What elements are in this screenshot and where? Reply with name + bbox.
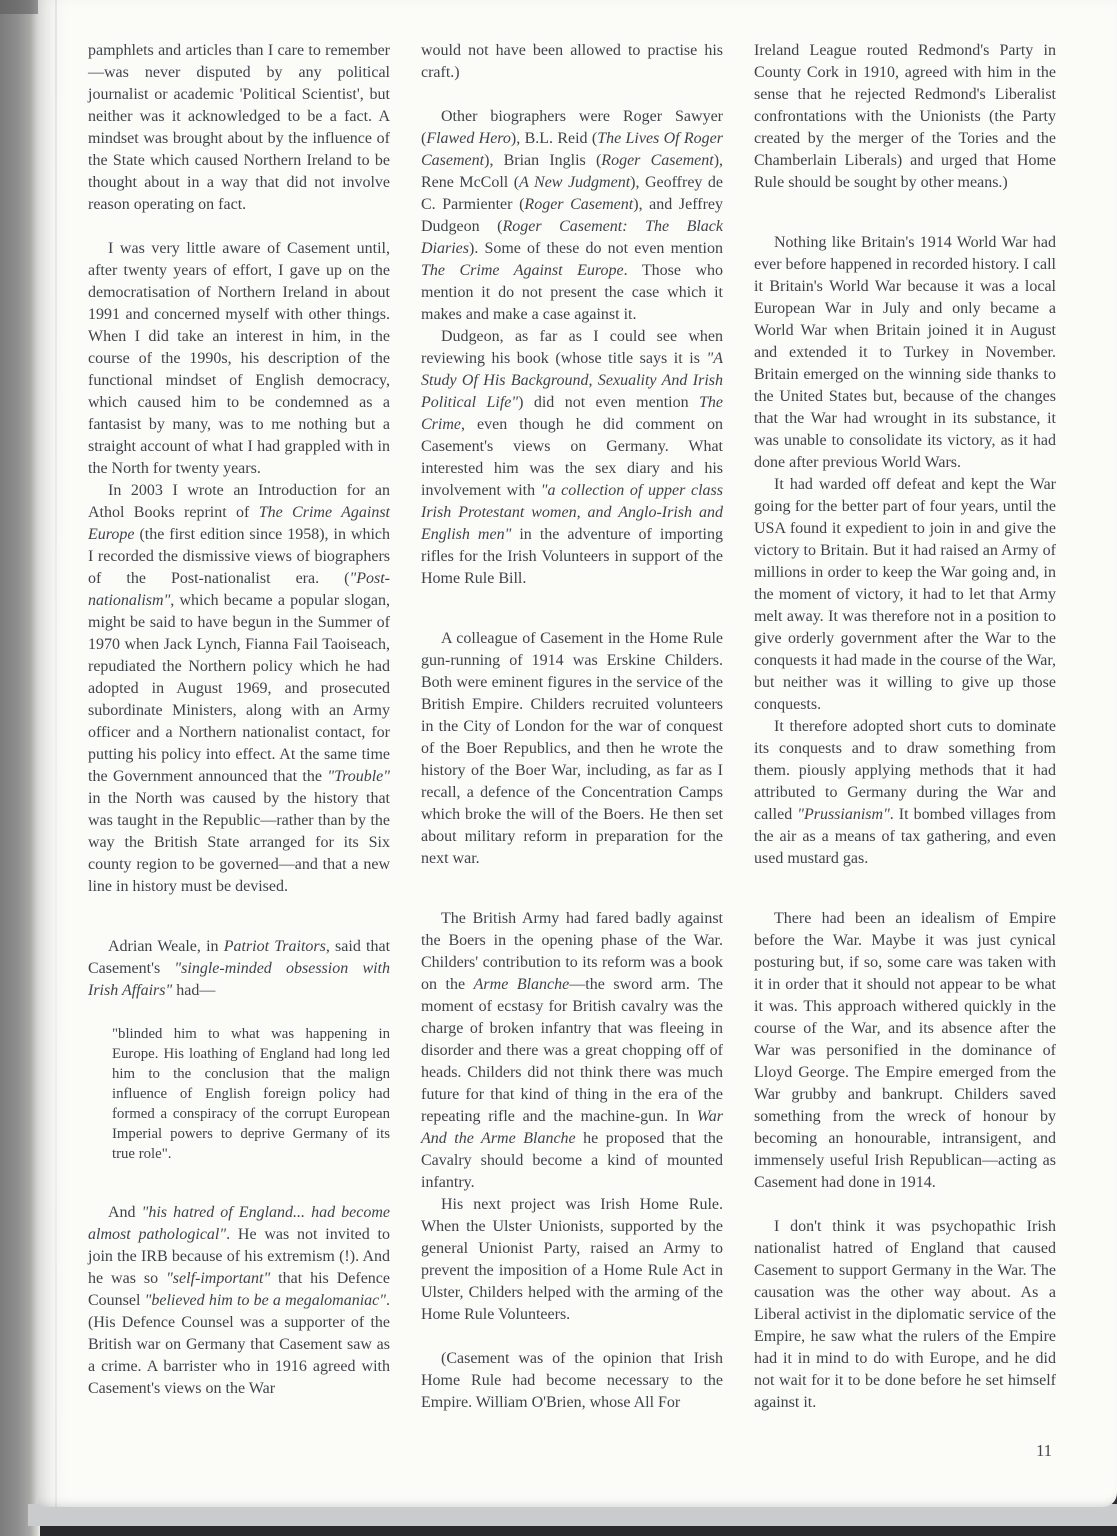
paragraph: Ireland League routed Redmond's Party in County Cork in 1910, agreed with him in the sense that he rejected Redmond's Liberalist confrontations with the Unionists (the Party created by the merger of the Tories and the Chamberlain Liberals) and urged that Home Rule should be sought by other means.): [754, 42, 1056, 191]
paragraph: In 2003 I wrote an Introduction for an Athol Books reprint of The Crime Against Europe (the first edition since 1958), in which I recorded the dismissive views of biographers of the Post-nationalist era. ("Post-nationalism", which became a popular slogan, might be said to have begun in the Summer of 1970 when Jack Lynch, Fianna Fail Taoiseach, repudiated the Northern policy which he had adopted in August 1969, and prosecuted subordinate Ministers, along with an Army officer and a Northern nationalist contact, for putting his policy into effect. At the same time the Government announced that the "Trouble" in the North was caused by the history that was taught in the Republic—rather than by the way the British State arranged for its Six county region to be governed—and that a new line in history must be devised.: [88, 482, 390, 895]
paragraph: Other biographers were Roger Sawyer (Flawed Hero), B.L. Reid (The Lives Of Roger Casement), Brian Inglis (Roger Casement), Rene McColl (A New Judgment), Geoffrey de C. Parmienter (Roger Casement), and Jeffrey Dudgeon (Roger Casement: The Black Diaries). Some of these do not even mention The Crime Against Europe. Those who mention it do not present the case which it makes and make a case against it.: [421, 108, 724, 323]
paragraph: His next project was Irish Home Rule. When the Ulster Unionists, supported by the general Unionist Party, raised an Army to prevent the imposition of a Home Rule Act in Ulster, Childers helped with the arming of the Home Rule Volunteers.: [421, 1196, 723, 1323]
paragraph: Nothing like Britain's 1914 World War had ever before happened in recorded history. I call it Britain's World War because it was a local European War in July and only became a World War when Britain joined it in August and extended it to Turkey in November. Britain emerged on the winning side thanks to the United States but, because of the changes that the War had wrought in its substance, it was unable to consolidate its victory, as it had done after previous World Wars.: [754, 234, 1056, 471]
paragraph: There had been an idealism of Empire before the War. Maybe it was just cynical posturing but, if so, some care was taken with it in order that it should not appear to be what it was. This approach withered quickly in the course of the War, and its absence after the War was personified in the dominance of Lloyd George. The Empire emerged from the War grubby and bankrupt. Childers saved something from the wreck of honour by becoming an honourable, intransigent, and immensely useful Irish Republican—acting as Casement had done in 1914.: [754, 910, 1056, 1191]
page-crease: [55, 0, 57, 1507]
paragraph: pamphlets and articles than I care to remember—was never disputed by any political journalist or academic 'Political Scientist', but neither was it acknowledged to be a fact. A mindset was brought about by the influence of the State which caused Northern Ireland to be thought about in a way that did not involve reason operating on fact.: [88, 42, 390, 213]
paragraph: Adrian Weale, in Patriot Traitors, said that Casement's "single-minded obsession with Irish Affairs" had—: [88, 938, 391, 999]
paragraph: And "his hatred of England... had become almost pathological". He was not invited to join the IRB because of his extremism (!). And he was so "self-important" that his Defence Counsel "believed him to be a megalomaniac". (His Defence Counsel was a supporter of the British war on Germany that Casement saw as a crime. A barrister who in 1916 agreed with Casement's views on the War: [88, 1204, 391, 1397]
paragraph: I was very little aware of Casement until, after twenty years of effort, I gave up on the democratisation of Northern Ireland in about 1991 and concerned myself with other things. When I did take an interest in him, in the course of the 1990s, his description of the functional mindset of English democracy, which caused him to be condemned as a fantasist by many, was to me nothing but a straight account of what I had grappled with in the North for twenty years.: [88, 240, 390, 477]
text-column-2: [421, 40, 723, 1414]
paragraph: It therefore adopted short cuts to dominate its conquests and to draw something from them. piously applying methods that it had attributed to Germany during the War and called "Prussianism". It bombed villages from the air as a means of tax gathering, and even used mustard gas.: [754, 718, 1057, 867]
text-column-3: [754, 40, 1056, 1462]
paragraph: I don't think it was psychopathic Irish nationalist hatred of England that caused Casement to support Germany in the War. The causation was the other way about. As a Liberal activist in the diplomatic service of the Empire, he saw what the rulers of the Empire had it in mind to do with Europe, and he did not wait for it to be done before he set himself against it.: [754, 1218, 1056, 1411]
left-scan-band: [0, 0, 40, 1536]
text-column-1: [88, 40, 390, 1400]
scan-edge-shadow: [0, 0, 40, 14]
paragraph: Dudgeon, as far as I could see when reviewing his book (whose title says it is "A Study Of His Background, Sexuality And Irish Political Life") did not even mention The Crime, even though he did comment on Casement's views on Germany. What interested him was the sex diary and his involvement with "a collection of upper class Irish Protestant women, and Anglo-Irish and English men" in the adventure of importing rifles for the Irish Volunteers in support of the Home Rule Bill.: [421, 328, 724, 587]
paragraph: would not have been allowed to practise his craft.): [421, 42, 723, 81]
paragraph: The British Army had fared badly against the Boers in the opening phase of the War. Childers' contribution to its reform was a book on the Arme Blanche—the sword arm. The moment of ecstasy for British cavalry was the charge of broken infantry that was fleeing in disorder and there was a great chopping off of heads. Childers did not think there was much future for that kind of thing in the era of the repeating rifle and the machine-gun. In War And the Arme Blanche he proposed that the Cavalry should become a kind of mounted infantry.: [421, 910, 724, 1191]
paragraph: It had warded off defeat and kept the War going for the better part of four years, until the USA found it expedient to join in and give the victory to Britain. But it had raised an Army of millions in order to keep the War going and, in the moment of victory, it had to let that Army melt away. It was therefore not in a position to give orderly government after the War to the conquests it had made in the course of the War, but neither was it willing to give up those conquests.: [754, 476, 1056, 713]
page-sheet: [38, 0, 1117, 1507]
page-number: 11: [1036, 1441, 1052, 1460]
paragraph: A colleague of Casement in the Home Rule gun-running of 1914 was Erskine Childers. Both were eminent figures in the service of the British Empire. Childers recruited volunteers in the City of London for the war of conquest of the Boer Republics, and then he wrote the history of the Boer War, including, as far as I recall, a defence of the Concentration Camps which broke the will of the Boers. He then set about military reform in preparation for the next war.: [421, 630, 723, 867]
paragraph: (Casement was of the opinion that Irish Home Rule had become necessary to the Empire. William O'Brien, whose All For: [421, 1350, 723, 1411]
block-quote: "blinded him to what was happening in Europe. His loathing of England had long led him to the conclusion that the malign influence of English foreign policy had formed a conspiracy of the corrupt European Imperial powers to deprive Germany of its true role".: [112, 1026, 390, 1162]
bottom-page-stack-edge: [28, 1504, 1117, 1526]
